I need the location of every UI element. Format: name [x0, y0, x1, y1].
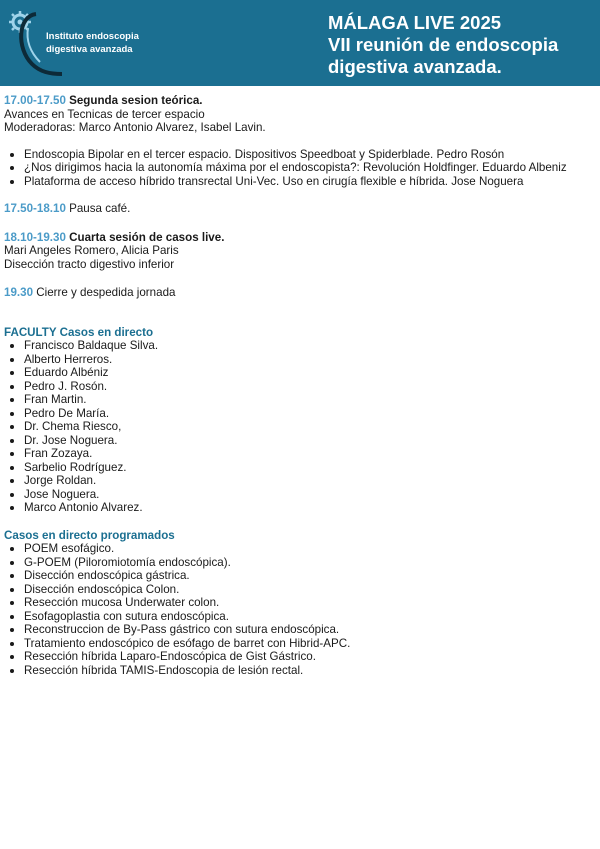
list-item: Esofagoplastia con sutura endoscópica. [24, 610, 598, 624]
title-line3: digestiva avanzada. [328, 56, 502, 77]
institute-logo [6, 8, 176, 82]
logo-line1: Instituto endoscopia [46, 31, 139, 42]
list-item: Dr. Chema Riesco, [24, 420, 598, 434]
closing-line [4, 286, 598, 300]
session4-title: Cuarta sesión de casos live. [69, 230, 225, 244]
faculty-heading: FACULTY Casos en directo [4, 325, 154, 339]
title-line2: VII reunión de endoscopia [328, 34, 559, 55]
list-item: Tratamiento endoscópico de esófago de barret con Hibrid-APC. [24, 637, 598, 651]
list-item: Sarbelio Rodríguez. [24, 461, 598, 475]
list-item: Jose Noguera. [24, 488, 598, 502]
list-item: Eduardo Albéniz [24, 366, 598, 380]
session2-subtitle: Avances en Tecnicas de tercer espacio [4, 107, 205, 121]
title-line1: MÁLAGA LIVE 2025 [328, 12, 502, 33]
list-item: Pedro De María. [24, 407, 598, 421]
list-item: Reconstruccion de By-Pass gástrico con sutura endoscópica. [24, 623, 598, 637]
logo-line2: digestiva avanzada [46, 44, 133, 55]
cases-heading: Casos en directo programados [4, 528, 175, 542]
list-item: Fran Zozaya. [24, 447, 598, 461]
session2-talks-list [4, 148, 598, 189]
list-item: Resección híbrida Laparo-Endoscópica de Gist Gástrico. [24, 650, 598, 664]
list-item: Disección endoscópica Colon. [24, 583, 598, 597]
list-item: Fran Martin. [24, 393, 598, 407]
session4-line2: Disección tracto digestivo inferior [4, 257, 175, 271]
list-item: Francisco Baldaque Silva. [24, 339, 598, 353]
faculty-list [4, 339, 598, 515]
session2-block [4, 94, 598, 135]
session2-time: 17.00-17.50 [4, 94, 66, 107]
break-time: 17.50-18.10 [4, 202, 66, 215]
program-content [4, 94, 598, 677]
page-title [328, 12, 558, 78]
session4-time: 18.10-19.30 [4, 230, 66, 244]
logo-text [46, 30, 139, 56]
closing-time: 19.30 [4, 286, 34, 299]
list-item: Alberto Herreros. [24, 353, 598, 367]
session4-line1: Mari Angeles Romero, Alicia Paris [4, 244, 179, 257]
break-text: Pausa café. [69, 202, 131, 215]
list-item: G-POEM (Piloromiotomía endoscópica). [24, 556, 598, 570]
list-item: Endoscopia Bipolar en el tercer espacio. Dispositivos Speedboat y Spiderblade. Pedro Rosón [24, 148, 598, 162]
list-item: Resección mucosa Underwater colon. [24, 596, 598, 610]
cases-list [4, 542, 598, 677]
list-item: Resección híbrida TAMIS-Endoscopia de lesión rectal. [24, 664, 598, 678]
break-line [4, 202, 598, 216]
list-item: Marco Antonio Alvarez. [24, 501, 598, 515]
list-item: Dr. Jose Noguera. [24, 434, 598, 448]
session2-title: Segunda sesion teórica. [69, 94, 203, 107]
list-item: Pedro J. Rosón. [24, 380, 598, 394]
session4-block [4, 231, 598, 272]
list-item: ¿Nos dirigimos hacia la autonomía máxima por el endoscopista?: Revolución Holdfinger. Eduardo Albeniz [24, 161, 598, 175]
session2-moderators: Moderadoras: Marco Antonio Alvarez, Isabel Lavin. [4, 121, 266, 134]
list-item: Disección endoscópica gástrica. [24, 569, 598, 583]
closing-text: Cierre y despedida jornada [36, 286, 176, 299]
list-item: POEM esofágico. [24, 542, 598, 556]
header-banner [0, 0, 600, 86]
list-item: Plataforma de acceso híbrido transrectal Uni-Vec. Uso en cirugía flexible e híbrida. Jose Noguera [24, 175, 598, 189]
list-item: Jorge Roldan. [24, 474, 598, 488]
